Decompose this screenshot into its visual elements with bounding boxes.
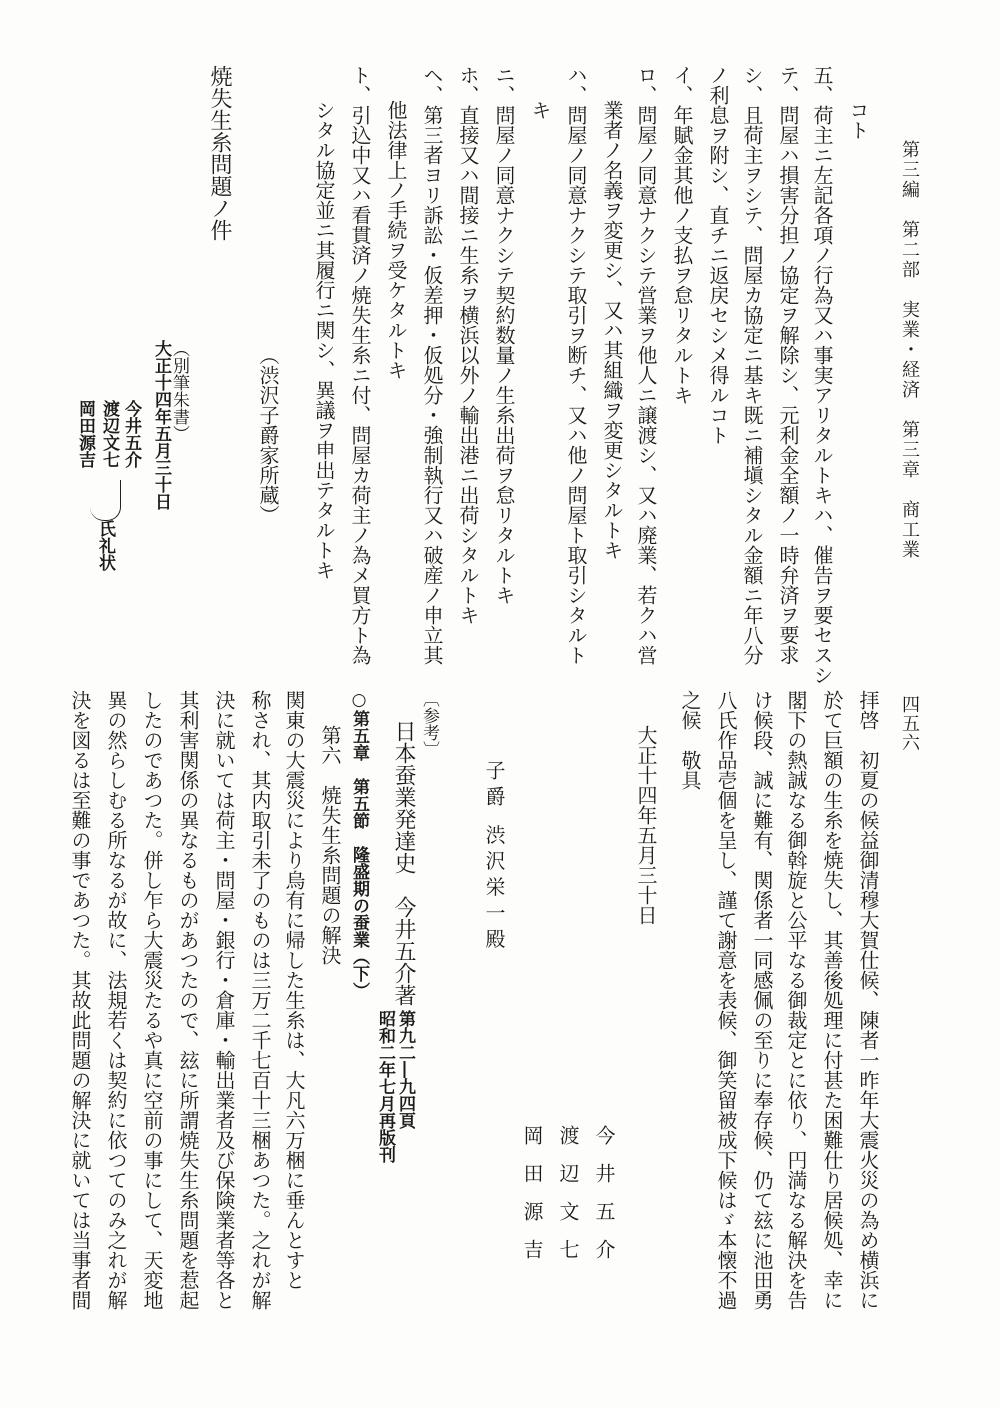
running-head: 第三編 第二部 実業・経済 第三章 商工業 [899, 140, 920, 560]
letter-line: 拝啓 初夏の候益御清穆大賀仕候、陳者一昨年大震火災の為め横浜に [856, 690, 880, 1310]
upper-line: 五、荷主ニ左記各項ノ行為又ハ事実アリタルトキハ、催告ヲ要セスシ [810, 65, 834, 685]
reference-edition: 昭和二年七月再版刊 [375, 1010, 395, 1163]
body-line: 異の然らしむる所なるが故に、法規若くは契約に依つてのみ之れが解 [104, 690, 128, 1310]
source-note: （渋沢子爵家所蔵） [256, 345, 280, 525]
body-line: 其利害関係の異なるものがあつたので、玆に所謂焼失生糸問題を惹起 [176, 690, 200, 1310]
letter-signer: 岡田源吉 [520, 1125, 544, 1277]
letter-line: け候段、誠に難有、関係者一同感佩の至りに奉存候、仍て玆に池田勇 [750, 690, 774, 1310]
letter-signer: 今井五介 [592, 1125, 616, 1277]
upper-line: ハ、問屋ノ同意ナクシテ取引ヲ断チ、又ハ他ノ問屋ト取引シタルト [564, 65, 588, 665]
upper-line: コト [846, 100, 870, 140]
letter-line: 之候 敬具 [678, 690, 702, 790]
letter-date: 大正十四年五月三十日 [634, 725, 658, 925]
upper-line: ホ、直接又ハ間接ニ生糸ヲ横浜以外ノ輸出港ニ出荷シタルトキ [456, 65, 480, 625]
annotation-note: （別筆朱書） [169, 340, 189, 442]
reference-book: 日本蚕業発達史 今井五介著 [391, 720, 416, 1006]
upper-line: シ、且荷主ヲシテ、問屋カ協定ニ基キ既ニ補塡シタル金額ニ年八分 [740, 65, 764, 665]
upper-line: イ、年賦金其他ノ支払ヲ怠リタルトキ [670, 65, 694, 405]
section-title: 焼失生糸問題ノ件 [207, 65, 232, 241]
letter-signer: 渡辺文七 [556, 1125, 580, 1277]
signer-name: 今井五介 [121, 400, 141, 468]
signer-name: 岡田源吉 [75, 400, 95, 468]
signers-suffix: 氏礼状 [95, 520, 115, 571]
brace [90, 480, 121, 521]
upper-line: ニ、問屋ノ同意ナクシテ契約数量ノ生糸出荷ヲ怠リタルトキ [492, 65, 516, 605]
upper-line: テ、問屋ハ損害分担ノ協定ヲ解除シ、元利金全額ノ一時弁済ヲ要求 [776, 65, 800, 665]
addressee: 子爵 渋沢栄一殿 [482, 760, 506, 955]
page-number: 四五六 [899, 695, 920, 752]
letter-line: 於て巨額の生糸を焼失し、其善後処理に付甚た困難仕り居候処、幸に [820, 690, 844, 1310]
body-line: 称され、其内取引未了のものは三万二千七百十三梱あつた。之れが解 [248, 690, 272, 1310]
letter-line: 閣下の熱誠なる御斡旋と公平なる御裁定とに依り、円満なる解決を告 [784, 690, 808, 1310]
letter-date-heading: 大正十四年五月三十日 [151, 340, 171, 510]
upper-line: ノ利息ヲ附シ、直チニ返戻セシメ得ルコト [706, 65, 730, 445]
reference-pages: 第九二―九四頁 [395, 1010, 415, 1129]
body-line: 決を図るは至難の事であつた。其故此問題の解決に就いては当事者間 [68, 690, 92, 1310]
upper-line: シタル協定並ニ其履行ニ関シ、異議ヲ申出テタルトキ [312, 100, 336, 580]
body-line: したのであつた。併し乍ら大震災たるや真に空前の事にして、天変地 [140, 690, 164, 1310]
upper-line: ロ、問屋ノ同意ナクシテ営業ヲ他人ニ譲渡シ、又ハ廃業、若クハ営 [634, 65, 658, 665]
upper-line: ヘ、第三者ヨリ訴訟・仮差押・仮処分・強制執行又ハ破産ノ申立其 [420, 65, 444, 665]
letter-line: 八氏作品壱個を呈し、謹て謝意を表候、御笑留被成下候はゞ本懐不過 [714, 690, 738, 1310]
upper-line: 業者ノ名義ヲ変更シ、又ハ其組織ヲ変更シタルトキ [600, 100, 624, 560]
section-heading: 第六 焼失生糸問題の解決 [318, 725, 342, 965]
upper-line: ト、引込中又ハ看貫済ノ焼失生糸ニ付、問屋カ荷主ノ為メ買方ト為 [348, 65, 372, 665]
upper-line: 他法律上ノ手続ヲ受ケタルトキ [384, 100, 408, 380]
signer-name: 渡辺文七 [99, 400, 119, 468]
body-line: 関東の大震災により烏有に帰した生糸は、大凡六万梱に垂んとすと [282, 690, 306, 1290]
upper-line: キ [528, 100, 552, 120]
chapter-heading: ○第五章 第五節 隆盛期の蚕業（下） [349, 690, 369, 999]
reference-tag: 〔参考〕 [419, 690, 439, 758]
body-line: 決に就いては荷主・問屋・銀行・倉庫・輸出業者及び保険業者等各と [212, 690, 236, 1310]
